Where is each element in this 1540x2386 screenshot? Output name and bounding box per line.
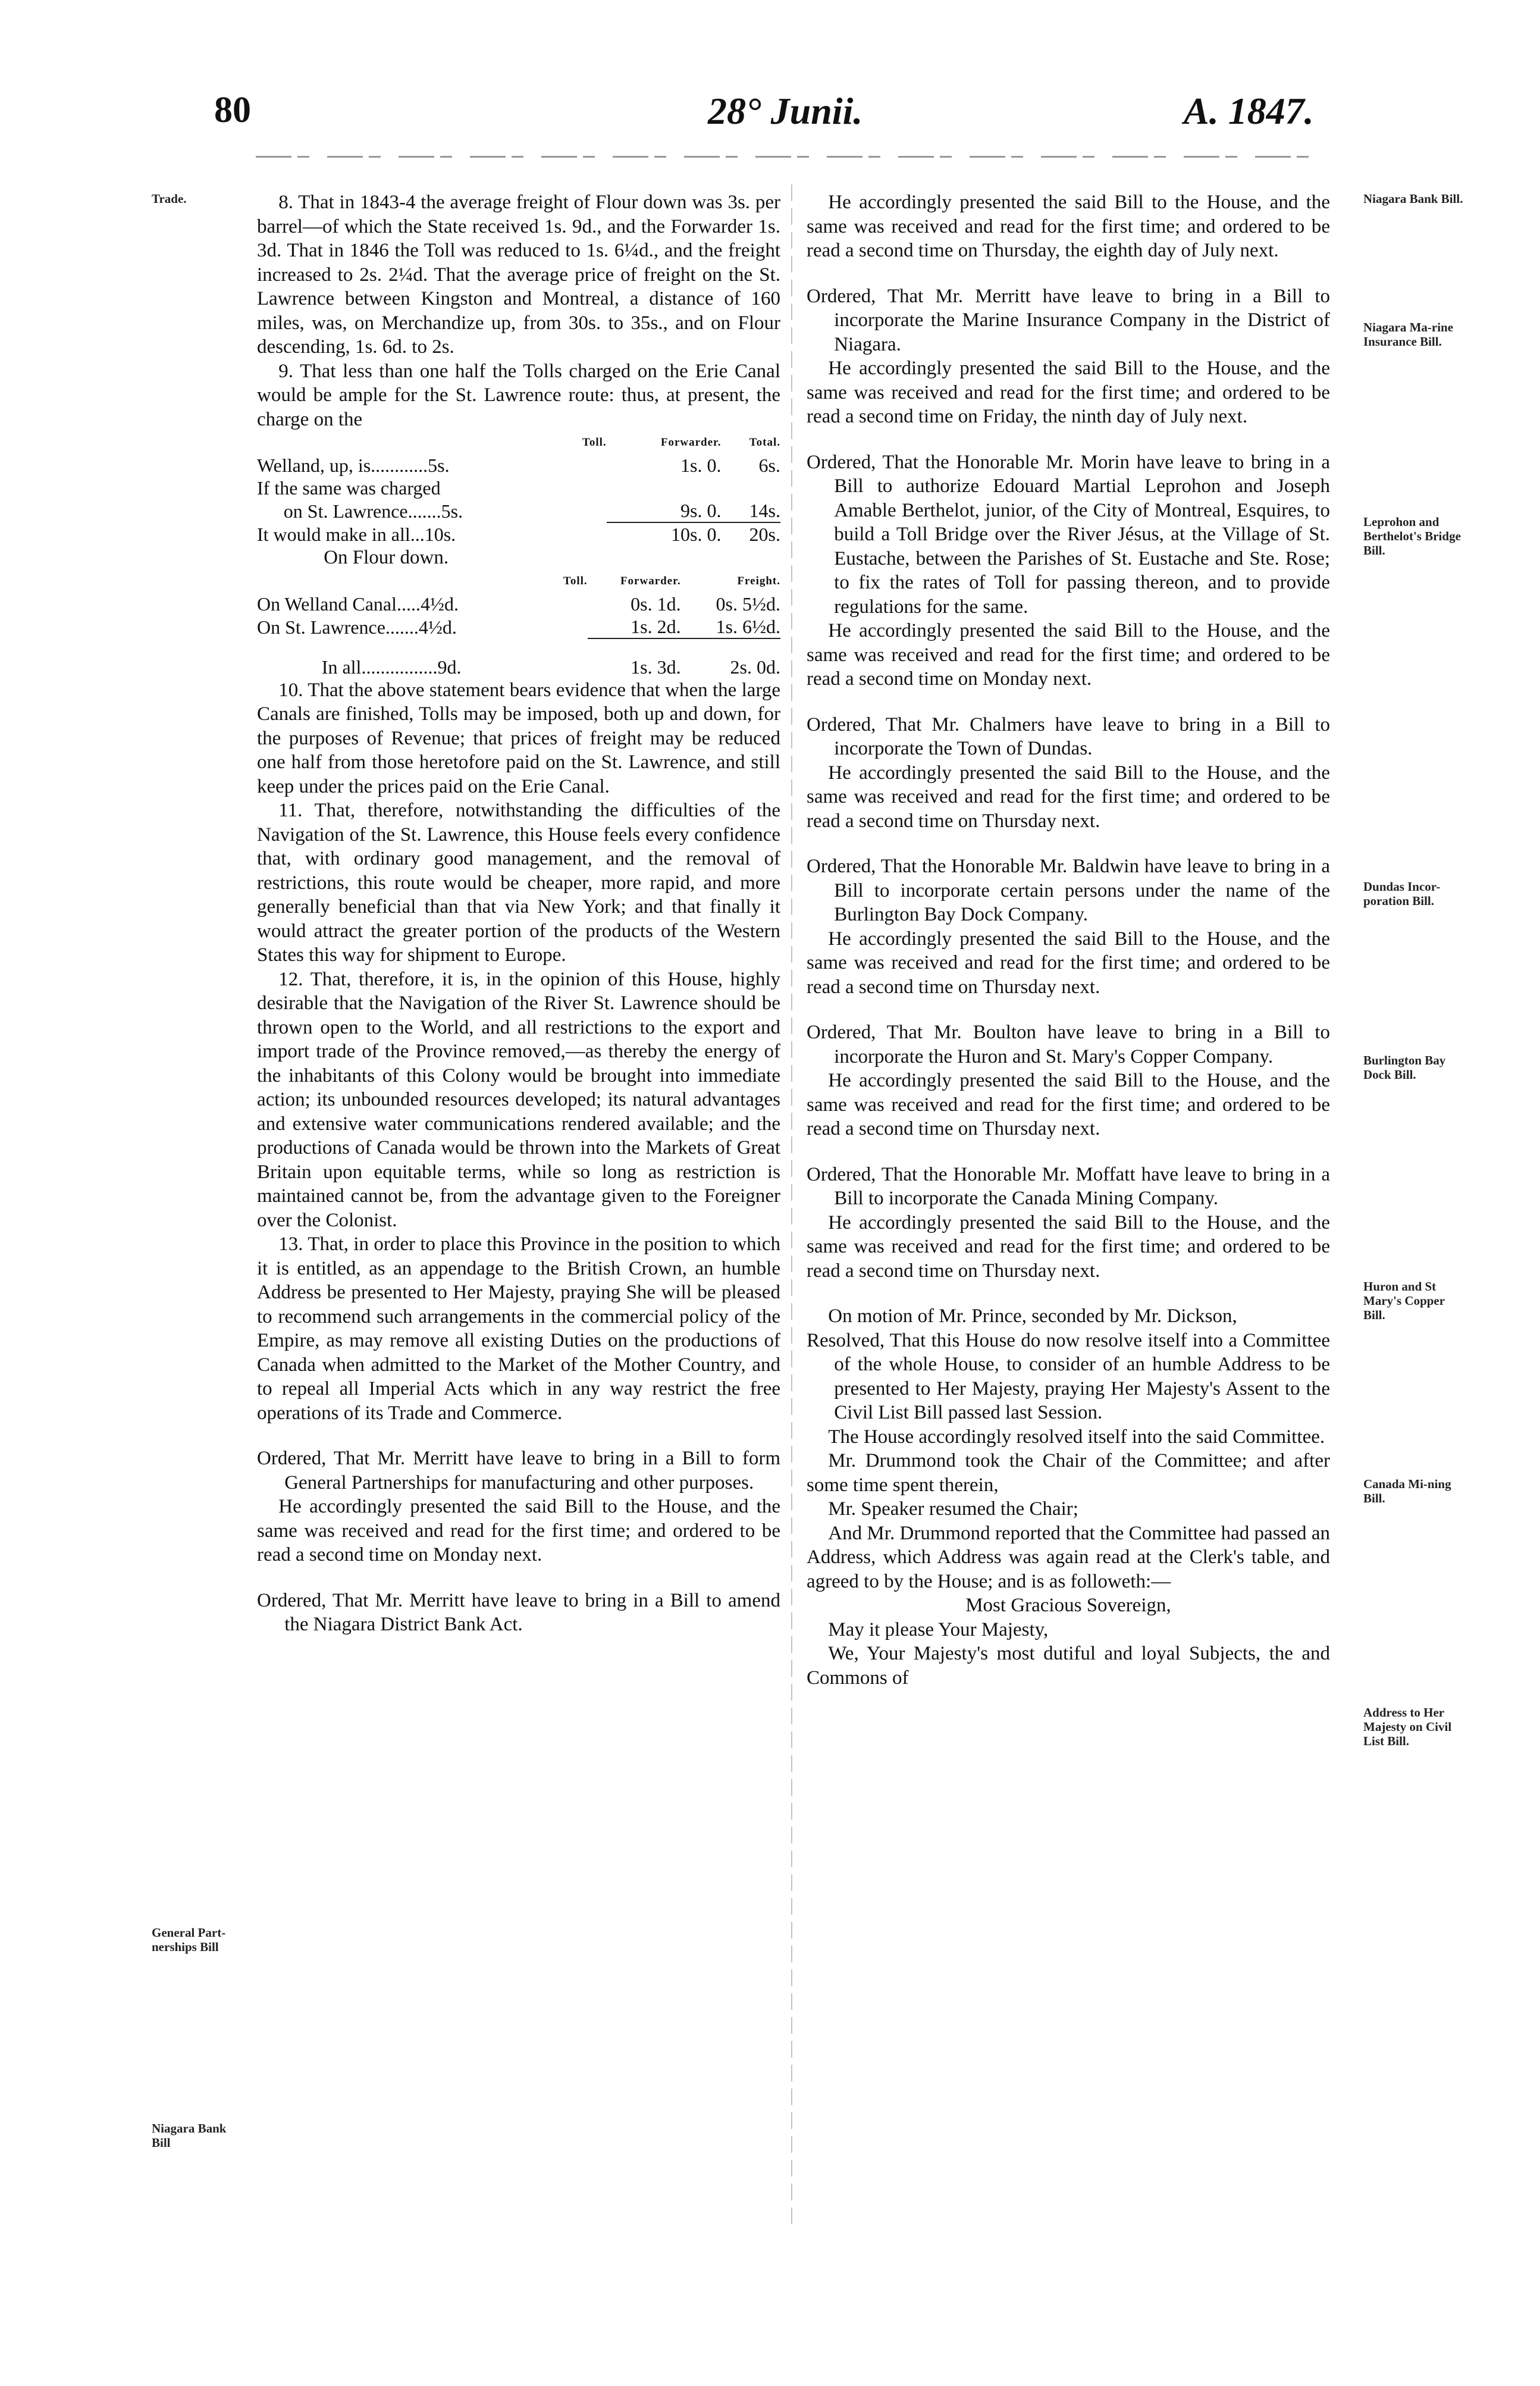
table-caption: On Flour down.: [324, 547, 449, 568]
table-cell: 1s. 6½d.: [681, 615, 780, 638]
table-cell: On Welland Canal.....4½d.: [257, 593, 459, 615]
entry-text: Mr. Drummond took the Chair of the Committee; and after some time spent therein,: [807, 1450, 1330, 1496]
page-number: 80: [214, 90, 251, 130]
margin-note: Address to Her Majesty on Civil List Bill.: [1363, 1705, 1452, 1748]
table-cell: If the same was charged: [257, 477, 441, 499]
resolution-13: 13. That, in order to place this Province in the position to which it is entitled, as an appendage to the British Crown, an humble Address be presented to Her Majesty, praying She will be pleased to recommend such arrangements in the commercial policy of the Empire, as may remove all existing Duties on the productions of Canada when admitted to the Market of the Mother Country, and to repeal all Imperial Acts which in any way restrict the free operations of its Trade and Commerce.: [257, 1233, 780, 1424]
table-head-cell: Toll.: [563, 574, 588, 587]
header-rule: [256, 156, 1326, 158]
resolution-11: 11. That, therefore, notwithstanding the difficulties of the Navigation of the St. Lawrence, this House feels every confidence that, with ordinary good management, and the removal of restrictions, this route would be cheaper, more rapid, and more generally beneficial than that via New York; and that finally it would attract the greater portion of the products of the Western States this way for shipment to Europe.: [257, 800, 780, 966]
table-cell: On St. Lawrence.......4½d.: [257, 616, 457, 638]
right-column: [807, 190, 1330, 1690]
resolved-civil-list: Resolved, That this House do now resolve itself into a Committee of the whole House, to consider of an humble Address to be presented to Her Majesty, praying Her Majesty's Assent to the Civil List Bill passed last Session.: [807, 1329, 1330, 1423]
entry-text: He accordingly presented the said Bill to the House, and the same was received and read for the first time; and ordered to be read a second time on Friday, the ninth day of July next.: [807, 358, 1330, 427]
margin-note: Huron and St Mary's Copper Bill.: [1363, 1279, 1445, 1322]
entry-text: He accordingly presented the said Bill to the House, and the same was received and read for the first time; and ordered to be read a second time on Thursday next.: [807, 928, 1330, 998]
address-text: We, Your Majesty's most dutiful and loyal Subjects, the and Commons of: [807, 1643, 1330, 1689]
table-row: [257, 454, 780, 477]
table-cell: 20s.: [749, 524, 780, 545]
table-cell: Welland, up, is............5s.: [257, 455, 450, 476]
margin-note: Niagara Bank Bill: [152, 2121, 227, 2150]
table-cell: It would make in all...10s.: [257, 524, 456, 545]
entry-text: He accordingly presented the said Bill to the House, and the same was received and read for the first time; and ordered to be read a second time on Thursday next.: [807, 1070, 1330, 1139]
column-divider: [791, 184, 792, 2231]
table-cell: 10s. 0.: [671, 524, 722, 545]
margin-note: Trade.: [152, 192, 187, 206]
table-row: [257, 615, 780, 638]
table-head-cell: Forwarder.: [620, 574, 681, 587]
table-cell: 2s. 0d.: [730, 656, 780, 678]
toll-table-flour: [257, 570, 780, 678]
table-cell: 0s. 5½d.: [716, 593, 780, 615]
address-salutation: Most Gracious Sovereign,: [965, 1595, 1171, 1616]
margin-note: Niagara Ma-rine Insurance Bill.: [1363, 320, 1454, 349]
order-dundas: Ordered, That Mr. Chalmers have leave to bring in a Bill to incorporate the Town of Dundas.: [807, 713, 1330, 759]
order-burlington-dock: Ordered, That the Honorable Mr. Baldwin have leave to bring in a Bill to incorporate certain persons under the name of the Burlington Bay Dock Company.: [807, 856, 1330, 925]
margin-note: Niagara Bank Bill.: [1363, 192, 1463, 206]
entry-text: The House accordingly resolved itself into the said Committee.: [828, 1426, 1325, 1448]
margin-note: Burlington Bay Dock Bill.: [1363, 1053, 1446, 1082]
margin-note: Dundas Incor-poration Bill.: [1363, 879, 1441, 908]
table-row: [257, 477, 780, 499]
entry-text: He accordingly presented the said Bill to the House, and the same was received and read for the first time; and ordered to be read a second time on Thursday next.: [807, 1211, 1330, 1282]
order-general-partnerships: Ordered, That Mr. Merritt have leave to bring in a Bill to form General Partnerships for manufacturing and other purposes.: [257, 1448, 780, 1493]
table-head-cell: Forwarder.: [660, 436, 722, 449]
table-row: [257, 522, 780, 546]
resolution-9: 9. That less than one half the Tolls charged on the Erie Canal would be ample for the St. Lawrence route: thus, at present, the charge on the: [257, 360, 780, 430]
order-toll-bridge: Ordered, That the Honorable Mr. Morin have leave to bring in a Bill to authorize Edouard Martial Leprohon and Joseph Amable Berthelot, junior, of the City of Montreal, Esquires, to build a Toll Bridge over the River Jésus, at the Village of St. Eustache, between the Parishes of St. Eustache and Ste. Rose; to fix the rates of Toll for passing thereon, and to provide regulations for the same.: [807, 451, 1330, 618]
table-cell: on St. Lawrence.......5s.: [283, 500, 463, 522]
order-canada-mining: Ordered, That the Honorable Mr. Moffatt have leave to bring in a Bill to incorporate the Canada Mining Company.: [807, 1163, 1330, 1209]
motion-line: On motion of Mr. Prince, seconded by Mr. Dickson,: [828, 1305, 1237, 1327]
table-cell: 6s.: [758, 455, 780, 476]
table-head-cell: [257, 431, 560, 454]
left-column: [257, 190, 780, 1637]
margin-note: Leprohon and Berthelot's Bridge Bill.: [1363, 515, 1461, 558]
table-head-cell: Toll.: [582, 436, 607, 449]
table-cell: In all................9d.: [321, 656, 462, 678]
page-year: A. 1847.: [1184, 90, 1314, 132]
resolution-10: 10. That the above statement bears evidence that when the large Canals are finished, Tolls may be imposed, both up and down, for the purposes of Revenue; that prices of freight may be reduced one half from those heretofore paid on the St. Lawrence, and still keep under the prices paid on the Erie Canal.: [257, 679, 780, 797]
margin-note: General Part-nerships Bill: [152, 1925, 226, 1954]
toll-table-up: [257, 431, 780, 546]
order-niagara-bank: Ordered, That Mr. Merritt have leave to bring in a Bill to amend the Niagara District Bank Act.: [257, 1589, 780, 1635]
entry-text: And Mr. Drummond reported that the Committee had passed an Address, which Address was again read at the Clerk's table, and agreed to by the House; and is as followeth:—: [807, 1522, 1330, 1592]
table-row: [257, 656, 780, 678]
resolution-8: 8. That in 1843-4 the average freight of Flour down was 3s. per barrel—of which the State received 1s. 9d., and the Forwarder 1s. 3d. That in 1846 the Toll was reduced to 1s. 6¼d., and the freight increased to 2s. 2¼d. That the average price of freight on the St. Lawrence between Kingston and Montreal, a distance of 160 miles, was, on Merchandize up, from 30s. to 35s., and on Flour descending, 1s. 6d. to 2s.: [257, 192, 780, 358]
order-marine-insurance: Ordered, That Mr. Merritt have leave to bring in a Bill to incorporate the Marine Insurance Company in the District of Niagara.: [807, 285, 1330, 355]
table-cell: 1s. 0.: [680, 455, 722, 476]
page-date: 28° Junii.: [708, 90, 863, 132]
table-cell: 1s. 3d.: [631, 656, 681, 678]
margin-note: Canada Mi-ning Bill.: [1363, 1477, 1451, 1505]
table-cell: 14s.: [721, 499, 780, 522]
table-head-cell: [257, 570, 550, 593]
table-cell: 0s. 1d.: [631, 593, 681, 615]
order-general-partnerships-result: He accordingly presented the said Bill to the House, and the same was received and read for the first time; and ordered to be read a second time on Monday next.: [257, 1496, 780, 1565]
entry-text: He accordingly presented the said Bill to the House, and the same was received and read for the first time; and ordered to be read a second time on Thursday next.: [807, 762, 1330, 832]
entry-text: Mr. Speaker resumed the Chair;: [828, 1498, 1078, 1520]
table-cell: 9s. 0.: [607, 499, 722, 522]
entry-text: He accordingly presented the said Bill to the House, and the same was received and read for the first time; and ordered to be read a second time on Thursday, the eighth day of July next.: [807, 192, 1330, 261]
entry-text: He accordingly presented the said Bill to the House, and the same was received and read for the first time; and ordered to be read a second time on Monday next.: [807, 620, 1330, 690]
table-cell: 1s. 2d.: [588, 615, 681, 638]
table-head-cell: Total.: [749, 436, 780, 449]
table-head-cell: Freight.: [737, 574, 780, 587]
table-row: [257, 499, 780, 522]
resolution-12: 12. That, therefore, it is, in the opinion of this House, highly desirable that the Navigation of the River St. Lawrence should be thrown open to the World, and all restrictions to the export and import trade of the Province removed,—as thereby the energy of the inhabitants of this Colony would be brought into immediate action; its unbounded resources developed; its natural advantages and extensive water communications rendered available; and the productions of Canada would be thrown into the Markets of Great Britain upon equitable terms, while so long as restriction is maintained cannot be, from the advantage given to the Foreigner over the Colonist.: [257, 968, 780, 1231]
table-row: [257, 593, 780, 615]
order-huron-copper: Ordered, That Mr. Boulton have leave to bring in a Bill to incorporate the Huron and St. Mary's Copper Company.: [807, 1022, 1330, 1067]
address-opening: May it please Your Majesty,: [828, 1618, 1049, 1640]
